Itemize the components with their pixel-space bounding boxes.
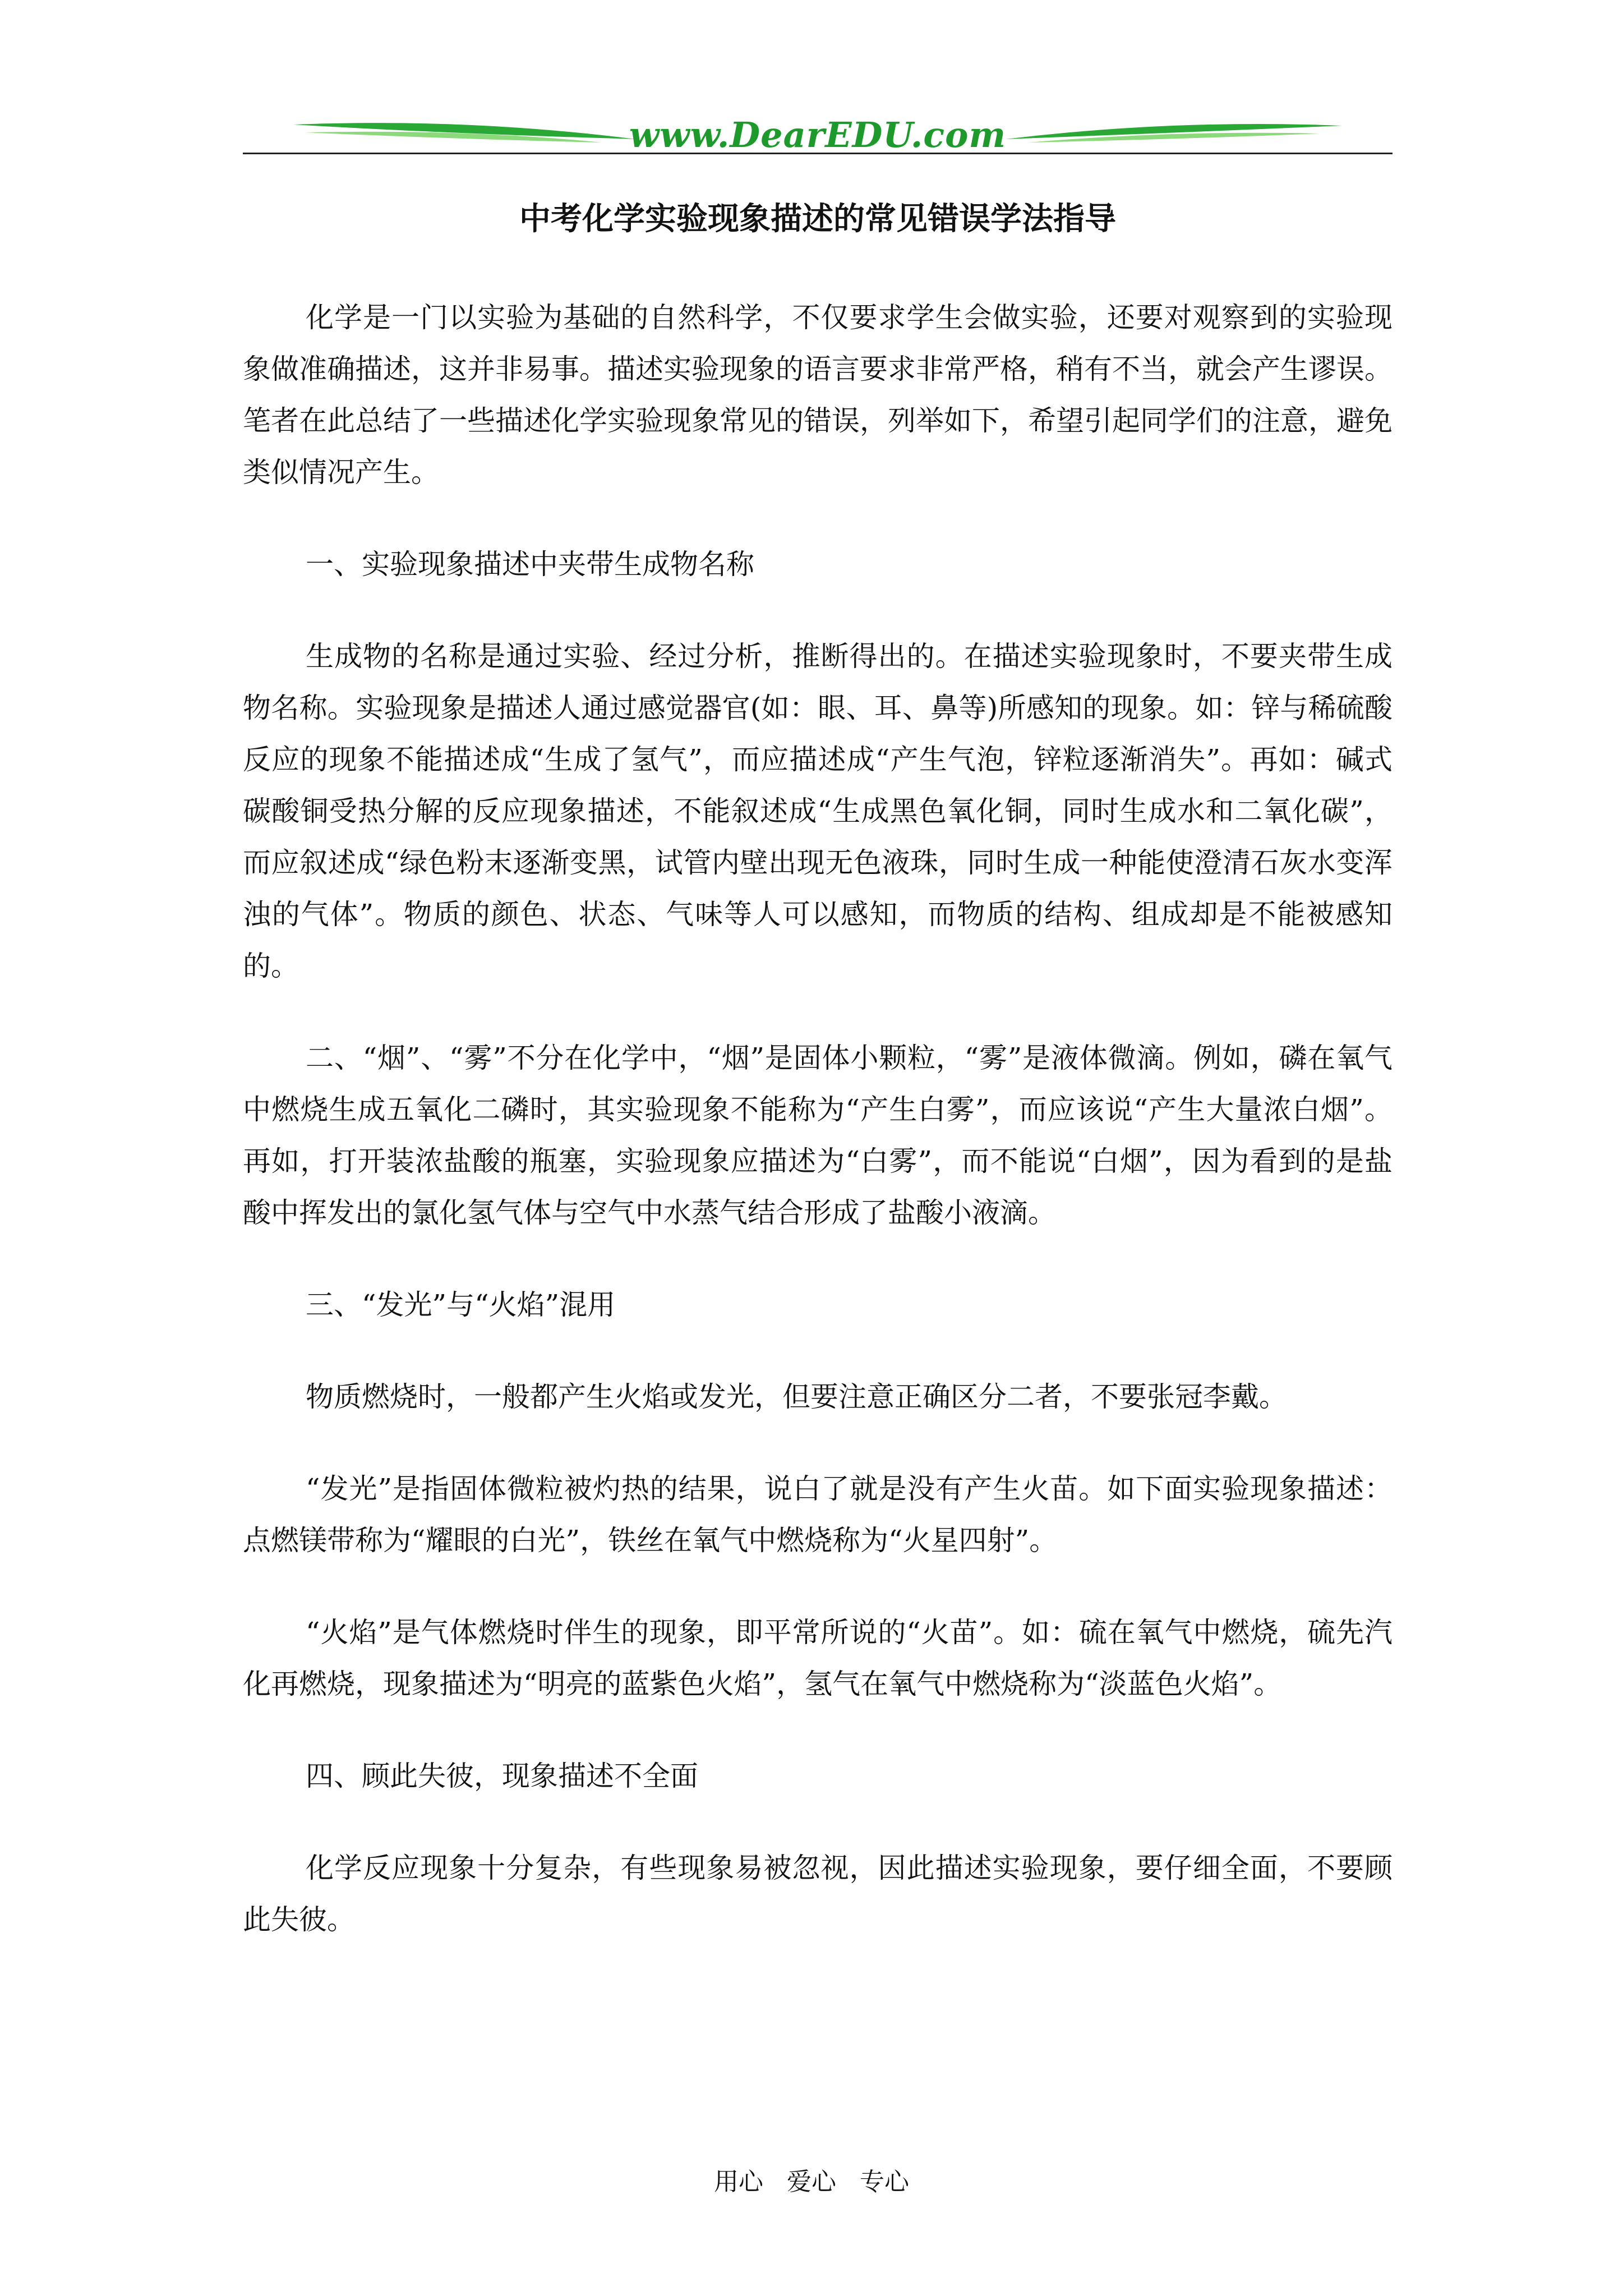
section-heading-1: 一、实验现象描述中夹带生成物名称 — [306, 548, 754, 581]
footer-motto-item: 用心 — [714, 2168, 763, 2196]
document-body — [243, 292, 1393, 1986]
section-paragraph: 生成物的名称是通过实验、经过分析，推断得出的。在描述实验现象时，不要夹带生成物名称。实验现象是描述人通过感觉器官(如：眼、耳、鼻等)所感知的现象。如：锌与稀硫酸反应的现象不能描述成“生成了氢气”，而应描述成“产生气泡，锌粒逐渐消失”。再如：碱式碳酸铜受热分解的反应现象描述，不能叙述成“生成黑色氧化铜，同时生成水和二氧化碳”，而应叙述成“绿色粉末逐渐变黑，试管内壁出现无色液珠，同时生成一种能使澄清石灰水变浑浊的气体”。物质的颜色、状态、气味等人可以感知，而物质的结构、组成却是不能被感知的。 — [243, 640, 1393, 982]
section-paragraph: 化学反应现象十分复杂，有些现象易被忽视，因此描述实验现象，要仔细全面，不要顾此失彼。 — [243, 1852, 1393, 1936]
section-paragraph: 物质燃烧时，一般都产生火焰或发光，但要注意正确区分二者，不要张冠李戴。 — [306, 1381, 1287, 1413]
section-heading-3: 三、“发光”与“火焰”混用 — [306, 1289, 616, 1321]
footer-motto-item: 专心 — [860, 2168, 909, 2196]
header-divider — [243, 153, 1393, 154]
section-heading-2: 二、“烟”、“雾”不分在化学中，“烟”是固体小颗粒，“雾”是液体微滴。例如，磷在氧气中燃烧生成五氧化二磷时，其实验现象不能称为“产生白雾”，而应该说“产生大量浓白烟”。再如，打开装浓盐酸的瓶塞，实验现象应描述为“白雾”，而不能说“白烟”，因为看到的是盐酸中挥发出的氯化氢气体与空气中水蒸气结合形成了盐酸小液滴。 — [243, 1042, 1393, 1229]
intro-paragraph: 化学是一门以实验为基础的自然科学，不仅要求学生会做实验，还要对观察到的实验现象做准确描述，这并非易事。描述实验现象的语言要求非常严格，稍有不当，就会产生谬误。笔者在此总结了一些描述化学实验现象常见的错误，列举如下，希望引起同学们的注意，避免类似情况产生。 — [243, 301, 1393, 489]
section-paragraph: “发光”是指固体微粒被灼热的结果，说白了就是没有产生火苗。如下面实验现象描述：点燃镁带称为“耀眼的白光”，铁丝在氧气中燃烧称为“火星四射”。 — [243, 1473, 1393, 1557]
site-header-banner — [243, 107, 1393, 163]
page-footer — [0, 2165, 1623, 2199]
section-heading-4: 四、顾此失彼，现象描述不全面 — [306, 1760, 698, 1792]
document-title: 中考化学实验现象描述的常见错误学法指导 — [519, 200, 1116, 237]
section-paragraph: “火焰”是气体燃烧时伴生的现象，即平常所说的“火苗”。如：硫在氧气中燃烧，硫先汽化再燃烧，现象描述为“明亮的蓝紫色火焰”，氢气在氧气中燃烧称为“淡蓝色火焰”。 — [243, 1616, 1393, 1700]
site-logo-text: www.DearEDU.com — [629, 114, 1007, 155]
footer-motto-item: 爱心 — [787, 2168, 836, 2196]
